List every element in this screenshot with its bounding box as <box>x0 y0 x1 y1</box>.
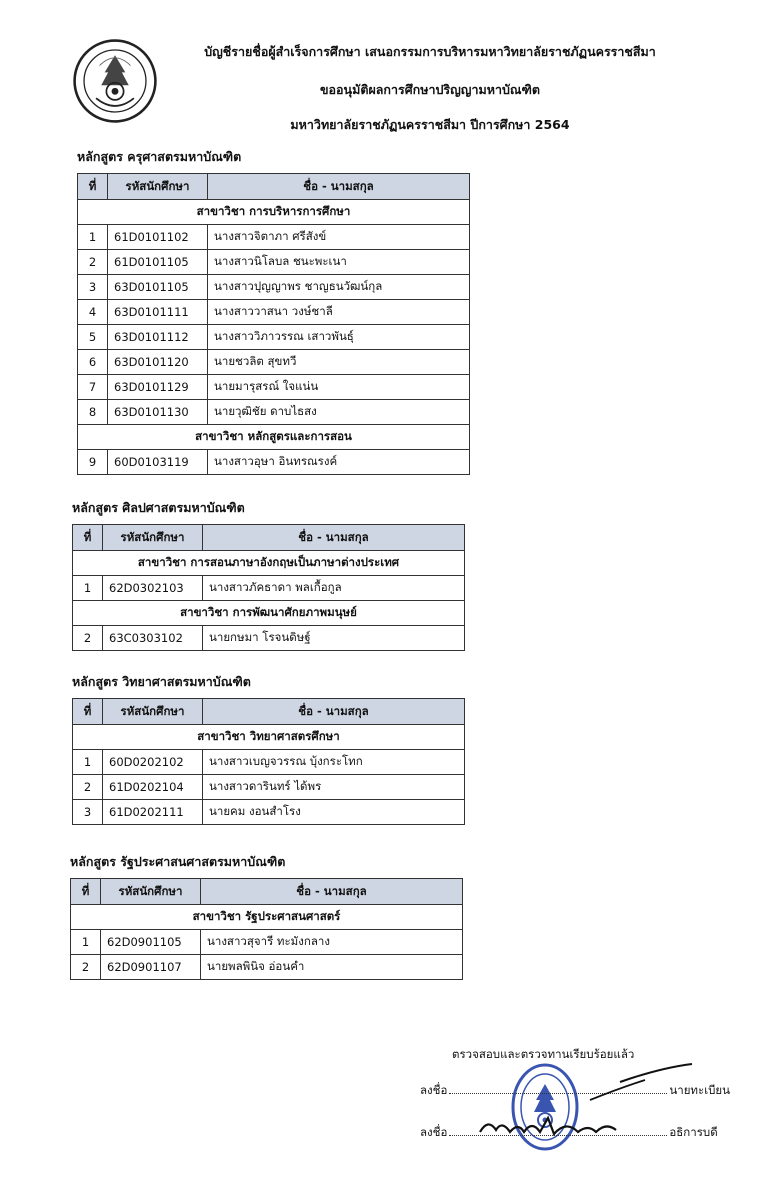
table-row <box>78 350 470 375</box>
cell-student-name: นางสาวปุญญาพร ชาญธนวัฒน์กุล <box>208 275 470 300</box>
table-row <box>78 250 470 275</box>
table-header-row <box>71 879 463 905</box>
major-label: สาขาวิชา การพัฒนาศักยภาพมนุษย์ <box>73 601 465 626</box>
cell-student-id: 61D0202104 <box>103 775 203 800</box>
cell-student-id: 63D0101112 <box>108 325 208 350</box>
cell-student-id: 63D0101111 <box>108 300 208 325</box>
cell-no: 8 <box>78 400 108 425</box>
graduates-table <box>72 524 465 651</box>
table-header-row <box>73 525 465 551</box>
cell-student-name: นายชวลิต สุขทวี <box>208 350 470 375</box>
table-row <box>73 775 465 800</box>
graduates-table <box>70 878 463 980</box>
cell-student-name: นางสาววิภาวรรณ เสาวพันธุ์ <box>208 325 470 350</box>
cell-student-name: นายคม งอนสำโรง <box>203 800 465 825</box>
role-president: อธิการบดี <box>669 1125 718 1139</box>
table-row <box>73 750 465 775</box>
table-row <box>78 325 470 350</box>
graduates-table <box>72 698 465 825</box>
cell-student-id: 60D0103119 <box>108 450 208 475</box>
cell-student-id: 63C0303102 <box>103 626 203 651</box>
cell-student-name: นางสาวจิตาภา ศรีสังข์ <box>208 225 470 250</box>
col-header-no: ที่ <box>73 699 103 725</box>
table-row <box>78 400 470 425</box>
cell-student-id: 63D0101129 <box>108 375 208 400</box>
cell-no: 2 <box>78 250 108 275</box>
table-header-row <box>73 699 465 725</box>
cell-no: 3 <box>73 800 103 825</box>
cell-no: 1 <box>71 930 101 955</box>
section-arts <box>72 498 465 651</box>
section-title: หลักสูตร วิทยาศาสตรมหาบัณฑิต <box>72 674 251 689</box>
cell-student-name: นางสาวนิโลบล ชนะพะเนา <box>208 250 470 275</box>
col-header-no: ที่ <box>71 879 101 905</box>
cell-student-id: 62D0901107 <box>101 955 201 980</box>
table-row <box>78 375 470 400</box>
major-label: สาขาวิชา การบริหารการศึกษา <box>78 200 470 225</box>
major-label: สาขาวิชา วิทยาศาสตรศึกษา <box>73 725 465 750</box>
major-row <box>71 905 463 930</box>
cell-student-id: 62D0901105 <box>101 930 201 955</box>
col-header-name: ชื่อ - นามสกุล <box>208 174 470 200</box>
col-header-id: รหัสนักศึกษา <box>103 525 203 551</box>
cell-student-name: นางสาวเบญจวรรณ บุ้งกระโทก <box>203 750 465 775</box>
cell-no: 2 <box>73 775 103 800</box>
section-public-admin <box>70 852 463 980</box>
cell-student-name: นางสาววาสนา วงษ์ชาลี <box>208 300 470 325</box>
major-row <box>73 551 465 576</box>
table-header-row <box>78 174 470 200</box>
major-label: สาขาวิชา หลักสูตรและการสอน <box>78 425 470 450</box>
cell-no: 1 <box>73 750 103 775</box>
cell-student-id: 61D0101105 <box>108 250 208 275</box>
cell-student-id: 62D0302103 <box>103 576 203 601</box>
cell-no: 1 <box>73 576 103 601</box>
table-row <box>78 275 470 300</box>
cell-student-id: 63D0101105 <box>108 275 208 300</box>
table-row <box>73 626 465 651</box>
sign-label: ลงชื่อ <box>420 1083 448 1097</box>
table-row <box>73 800 465 825</box>
col-header-no: ที่ <box>78 174 108 200</box>
major-label: สาขาวิชา การสอนภาษาอังกฤษเป็นภาษาต่างประเทศ <box>73 551 465 576</box>
col-header-name: ชื่อ - นามสกุล <box>203 525 465 551</box>
cell-student-name: นายพลพินิจ อ่อนคำ <box>201 955 463 980</box>
col-header-no: ที่ <box>73 525 103 551</box>
graduates-table <box>77 173 470 475</box>
section-title: หลักสูตร รัฐประศาสนศาสตรมหาบัณฑิต <box>70 854 286 869</box>
table-row <box>73 576 465 601</box>
verification-note: ตรวจสอบและตรวจทานเรียบร้อยแล้ว <box>452 1047 635 1061</box>
table-row <box>78 225 470 250</box>
document-title: บัญชีรายชื่อผู้สำเร็จการศึกษา เสนอกรรมการบริหารมหาวิทยาลัยราชภัฏนครราชสีมา <box>204 44 656 59</box>
university-logo <box>72 38 158 124</box>
cell-student-id: 63D0101130 <box>108 400 208 425</box>
cell-no: 2 <box>71 955 101 980</box>
cell-student-id: 61D0101102 <box>108 225 208 250</box>
cell-student-name: นายกษมา โรจนดิษฐ์ <box>203 626 465 651</box>
col-header-name: ชื่อ - นามสกุล <box>201 879 463 905</box>
cell-student-name: นางสาวภัคธาดา พลเกื้อกูล <box>203 576 465 601</box>
cell-student-id: 60D0202102 <box>103 750 203 775</box>
cell-student-id: 63D0101120 <box>108 350 208 375</box>
cell-student-name: นางสาวสุจารี ทะมังกลาง <box>201 930 463 955</box>
cell-no: 9 <box>78 450 108 475</box>
document-subtitle: ขออนุมัติผลการศึกษาปริญญามหาบัณฑิต <box>319 82 540 97</box>
cell-student-name: นางสาวอุษา อินทรณรงค์ <box>208 450 470 475</box>
cell-student-name: นางสาวดารินทร์ ได้พร <box>203 775 465 800</box>
table-row <box>71 955 463 980</box>
major-row <box>73 601 465 626</box>
section-science <box>72 672 465 825</box>
cell-student-id: 61D0202111 <box>103 800 203 825</box>
section-education <box>77 147 470 475</box>
handwritten-signature <box>470 1060 700 1150</box>
document-year-line: มหาวิทยาลัยราชภัฏนครราชสีมา ปีการศึกษา 2564 <box>290 117 570 132</box>
table-row <box>78 450 470 475</box>
col-header-name: ชื่อ - นามสกุล <box>203 699 465 725</box>
cell-no: 7 <box>78 375 108 400</box>
major-row <box>78 425 470 450</box>
cell-no: 6 <box>78 350 108 375</box>
sign-label: ลงชื่อ <box>420 1125 448 1139</box>
cell-no: 4 <box>78 300 108 325</box>
cell-no: 3 <box>78 275 108 300</box>
table-row <box>71 930 463 955</box>
cell-no: 5 <box>78 325 108 350</box>
major-row <box>78 200 470 225</box>
col-header-id: รหัสนักศึกษา <box>108 174 208 200</box>
cell-student-name: นายมารุสรณ์ ใจแน่น <box>208 375 470 400</box>
cell-no: 1 <box>78 225 108 250</box>
cell-no: 2 <box>73 626 103 651</box>
cell-student-name: นายวุฒิชัย ดาบไธสง <box>208 400 470 425</box>
col-header-id: รหัสนักศึกษา <box>101 879 201 905</box>
major-row <box>73 725 465 750</box>
col-header-id: รหัสนักศึกษา <box>103 699 203 725</box>
table-row <box>78 300 470 325</box>
section-title: หลักสูตร ศิลปศาสตรมหาบัณฑิต <box>72 500 245 515</box>
major-label: สาขาวิชา รัฐประศาสนศาสตร์ <box>71 905 463 930</box>
role-registrar: นายทะเบียน <box>669 1083 731 1097</box>
section-title: หลักสูตร ครุศาสตรมหาบัณฑิต <box>77 149 242 164</box>
